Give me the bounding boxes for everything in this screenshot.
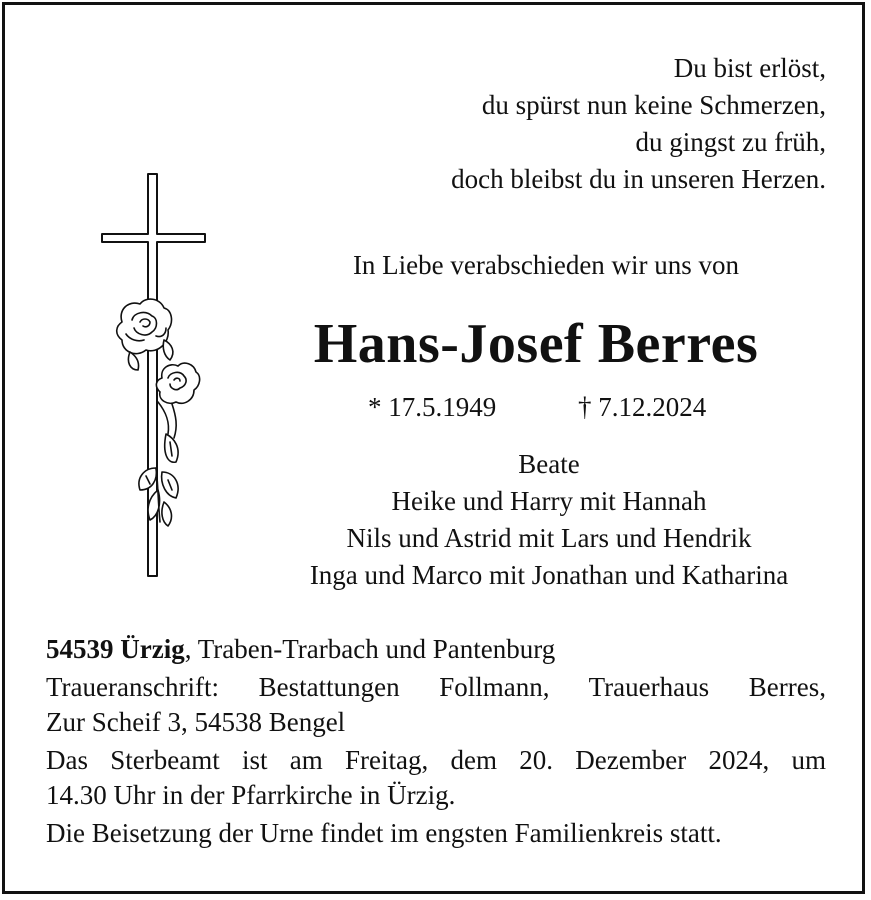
address-line: Traueranschrift: Bestattungen Follmann, Trauerhaus Berres, bbox=[46, 672, 826, 702]
poem-line: doch bleibst du in unseren Herzen. bbox=[451, 164, 826, 194]
details-section bbox=[46, 632, 826, 851]
poem-line: du gingst zu früh, bbox=[635, 127, 826, 157]
burial-line: Die Beisetzung der Urne findet im engsten Familienkreis statt. bbox=[46, 818, 722, 848]
family-list bbox=[246, 446, 852, 594]
place-line bbox=[46, 632, 826, 667]
poem-line: du spürst nun keine Schmerzen, bbox=[481, 90, 826, 120]
place-rest: , Traben-Trarbach und Pantenburg bbox=[184, 634, 556, 664]
intro-text: In Liebe verabschieden wir uns von bbox=[352, 250, 740, 280]
family-line: Nils und Astrid mit Lars und Hendrik bbox=[346, 523, 752, 553]
family-line: Heike und Harry mit Hannah bbox=[391, 486, 707, 516]
cross-with-roses-icon bbox=[100, 172, 210, 582]
service-line: Das Sterbeamt ist am Freitag, dem 20. Dezember 2024, um bbox=[46, 745, 826, 775]
family-line: Inga und Marco mit Jonathan und Katharina bbox=[309, 560, 789, 590]
death-date: † 7.12.2024 bbox=[578, 392, 707, 422]
family-line: Beate bbox=[518, 449, 580, 479]
place-bold: 54539 Ürzig bbox=[46, 634, 185, 664]
address-line: Zur Scheif 3, 54538 Bengel bbox=[46, 707, 346, 737]
poem-line: Du bist erlöst, bbox=[673, 53, 826, 83]
service-line: 14.30 Uhr in der Pfarrkirche in Ürzig. bbox=[46, 780, 456, 810]
deceased-name: Hans-Josef Berres bbox=[313, 313, 759, 375]
birth-date: * 17.5.1949 bbox=[368, 392, 497, 422]
poem bbox=[451, 50, 826, 198]
